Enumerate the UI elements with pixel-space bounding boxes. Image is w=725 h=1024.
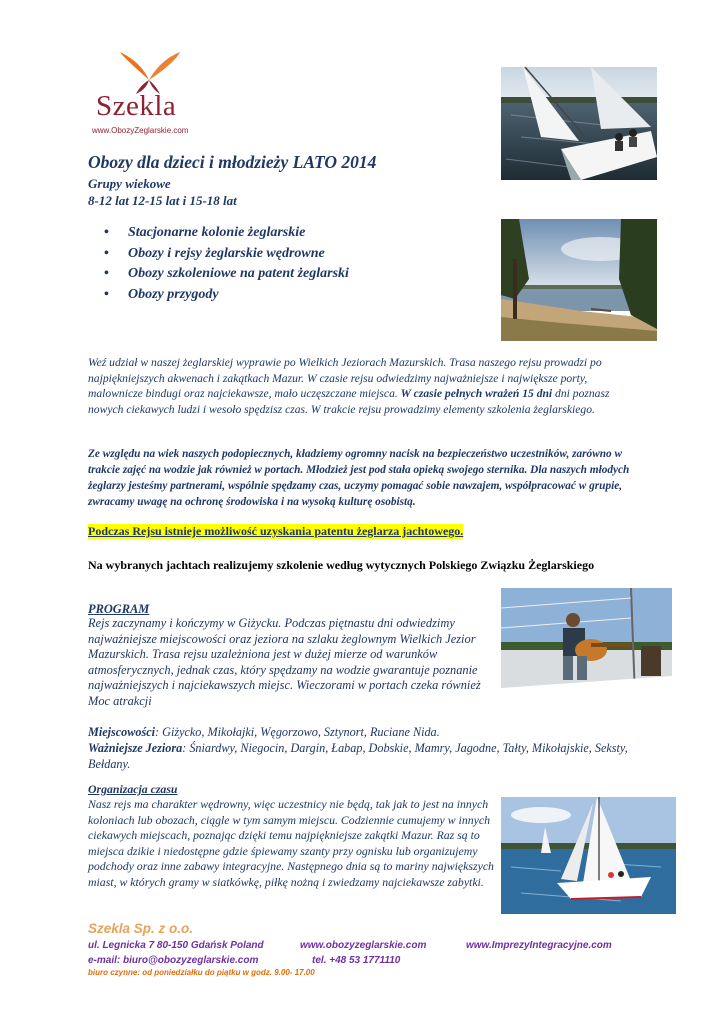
intro-text-2: dni poznasz nowych ciekawych ludzi i wesoło spędzisz czas. W trakcie rejsu prowadzimy elementy szkolenia żeglarskiego. xyxy=(88,387,610,416)
page-title: Obozy dla dzieci i młodzieży LATO 2014 xyxy=(88,152,377,172)
patent-highlight: Podczas Rejsu istnieje możliwość uzyskania patentu żeglarza jachtowego. xyxy=(88,524,464,538)
intro-paragraph xyxy=(88,355,643,417)
lakes-list: : Śniardwy, Niegocin, Dargin, Łabap, Dobskie, Mamry, Jagodne, Tałty, Mikołajskie, Seksty, Bełdany. xyxy=(88,741,628,771)
footer-phone: tel. +48 53 1771110 xyxy=(312,955,401,966)
company-logo xyxy=(88,50,208,140)
sailing-race-photo xyxy=(501,797,676,914)
towns-label: Miejscowości xyxy=(88,725,156,739)
footer-website-link[interactable]: www.obozyzeglarskie.com xyxy=(300,940,427,951)
footer-email-link[interactable]: e-mail: biuro@obozyzeglarskie.com xyxy=(88,955,259,966)
footer-website-link-2[interactable]: www.ImprezyIntegracyjne.com xyxy=(466,940,612,951)
intro-text-1: Weź udział w naszej żeglarskiej wyprawie po Wielkich Jeziorach Mazurskich. Trasa naszego rejsu prowadzi po najpiękniejszych akwenach i zakątkach Mazur. W czasie rejsu odwiedzimy najważniejsze i największe porty, malownicze bindugi oraz najciekawsze, mało uczęszczane miejsca. xyxy=(88,356,602,400)
footer-address: ul. Legnicka 7 80-150 Gdańsk Poland xyxy=(88,940,264,951)
organization-text: Nasz rejs ma charakter wędrowny, więc uczestnicy nie będą, tak jak to jest na innych koloniach lub obozach, ciągle w tym samym miejscu. Codziennie cumujemy w innych ciekawych miejscach, poznając dzięki temu najpiękniejsze zakątki Mazur. Raz są to miejsca dzikie i niedostępne gdzie śpiewamy szanty przy ognisku lub organizujemy podchody oraz inne zabawy integracyjne. Następnego dnia są to mariny największych miast, w których gramy w siatkówkę, piłkę nożną i zwiedzamy najciekawsze zabytki. xyxy=(88,797,494,889)
sailboat-heeling-photo xyxy=(501,67,657,180)
butterfly-wing-icon xyxy=(114,50,184,94)
footer-company: Szekla Sp. z o.o. xyxy=(88,921,194,936)
safety-paragraph: Ze względu na wiek naszych podopiecznych, kładziemy ogromny nacisk na bezpieczeństwo uczestników, zarówno w trakcie zajęć na wodzie jak również w portach. Młodzież jest pod stała opieką swojego sternika. Dla naszych młodych żeglarzy jesteśmy partnerami, wspólnie spędzamy czas, uczymy pomagać sobie nawzajem, współpracować w grupie, zwracamy uwagę na ochronę środowiska i na wysoką kulturę osobistą. xyxy=(88,448,630,508)
offer-item: • Obozy i rejsy żeglarskie wędrowne xyxy=(104,246,349,267)
lake-shore-photo xyxy=(501,219,657,341)
footer-office-hours: biuro czynne: od poniedziałku do piątku w godz. 9.00- 17.00 xyxy=(88,968,315,977)
offer-list xyxy=(104,225,349,307)
age-groups-label: Grupy wiekowe xyxy=(88,176,171,191)
program-text: Rejs zaczynamy i kończymy w Giżycku. Podczas piętnastu dni odwiedzimy najważniejsze miejscowości oraz jeziora na szlaku żeglownym Wielkich Jezior Mazurskich. Trasa rejsu uzależniona jest w dużej mierze od warunków atmosferycznych, jednak czas, który spędzamy na wodzie gwarantuje poznanie najważniejszych i najciekawszych miejsc. Wieczorami w portach czeka również Moc atrakcji xyxy=(88,616,481,708)
organization-heading: Organizacja czasu xyxy=(88,782,178,796)
intro-bold: W czasie pełnych wrażeń 15 dni xyxy=(400,387,553,400)
age-groups-values: 8-12 lat 12-15 lat i 15-18 lat xyxy=(88,193,237,208)
offer-item: • Obozy przygody xyxy=(104,287,349,308)
places-paragraph xyxy=(88,724,628,772)
guitar-on-deck-photo xyxy=(501,588,672,697)
offer-item: • Obozy szkoleniowe na patent żeglarski xyxy=(104,266,349,287)
pzz-paragraph: Na wybranych jachtach realizujemy szkolenie według wytycznych Polskiego Związku Żeglarskiego xyxy=(88,558,595,572)
towns-list: : Giżycko, Mikołajki, Węgorzowo, Sztynort, Ruciane Nida. xyxy=(155,725,440,739)
logo-url: www.ObozyZeglarskie.com xyxy=(92,126,189,135)
logo-name: Szekla xyxy=(96,90,177,122)
lakes-label: Ważniejsze Jeziora xyxy=(88,741,183,755)
program-heading: PROGRAM xyxy=(88,602,150,616)
offer-item: • Stacjonarne kolonie żeglarskie xyxy=(104,225,349,246)
